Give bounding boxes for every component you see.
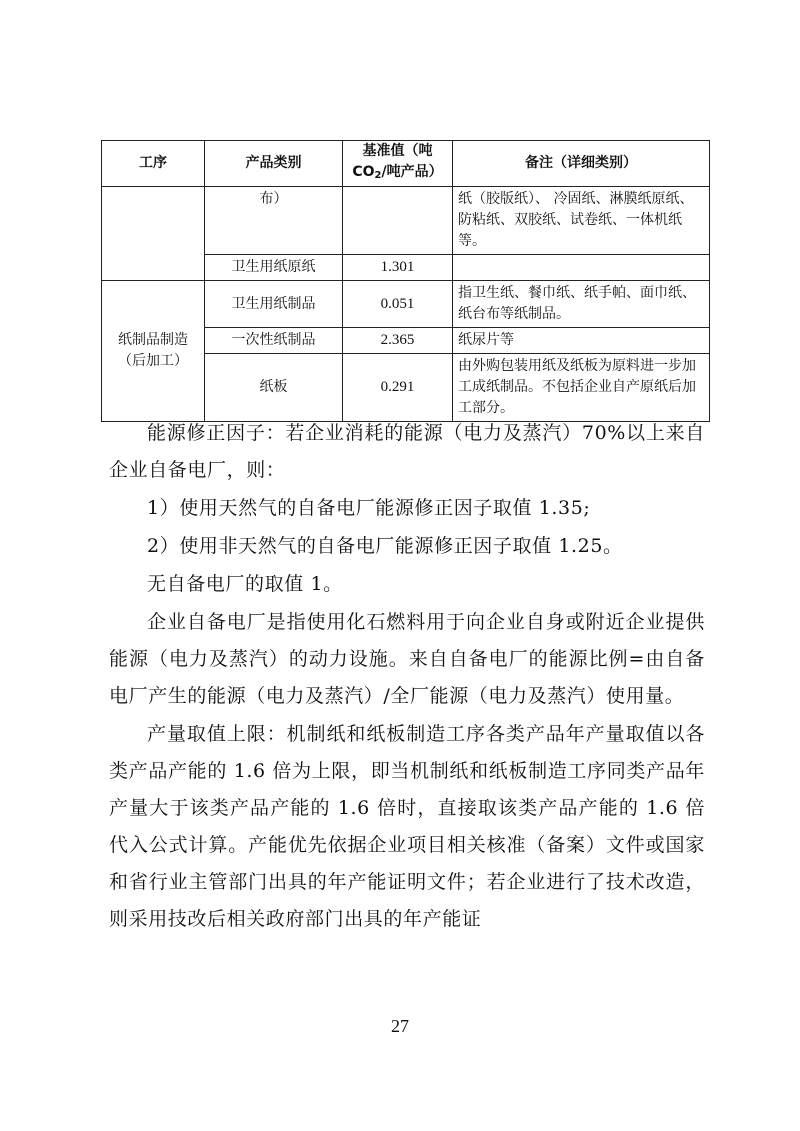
header-baseline-tail: /吨产品）: [381, 164, 443, 180]
header-process: 工序: [102, 141, 205, 187]
paragraph-output-cap: 产量取值上限：机制纸和纸板制造工序各类产品年产量取值以各类产品产能的 1.6 倍为上限，即当机制纸和纸板制造工序同类产品年产量大于该类产品产能的 1.6 倍时，直接取该类产品产能的 1.6 倍代入公式计算。产能优先依据企业项目相关核准（备案）文件或国家和省行业主管部门出具的年产能证明文件；若企业进行了技术改造，则采用技改后相关政府部门出具的年产能证: [109, 723, 705, 930]
note-cell: 指卫生纸、餐巾纸、纸手帕、面巾纸、纸台布等纸制品。: [453, 281, 710, 328]
note-cell: 纸（胶版纸）、 冷固纸、淋膜纸原纸、防粘纸、双胶纸、试卷纸、一体机纸等。: [453, 187, 710, 255]
table-row: [102, 281, 710, 328]
paragraph-no-plant: 无自备电厂的取值 1。: [147, 573, 343, 595]
category-cell: 纸板: [205, 354, 343, 422]
baseline-table: [101, 140, 710, 422]
value-cell: 0.291: [343, 354, 453, 422]
paragraph-captive-plant-definition: 企业自备电厂是指使用化石燃料用于向企业自身或附近企业提供能源（电力及蒸汽）的动力设施。来自自备电厂的能源比例=由自备电厂产生的能源（电力及蒸汽）/全厂能源（电力及蒸汽）使用量。: [109, 611, 705, 707]
header-baseline-co: CO: [352, 164, 375, 180]
group-label-line2: （后加工）: [118, 353, 188, 369]
table-header-row: [102, 141, 710, 187]
paragraph-natural-gas: 1）使用天然气的自备电厂能源修正因子取值 1.35;: [147, 497, 591, 519]
value-cell: 2.365: [343, 328, 453, 354]
baseline-table-container: [101, 140, 709, 422]
value-cell: 0.051: [343, 281, 453, 328]
table-row: [102, 187, 710, 255]
value-cell: 1.301: [343, 255, 453, 281]
process-cell-paper-products: [102, 281, 205, 422]
note-cell: [453, 255, 710, 281]
body-text: [109, 415, 705, 939]
header-baseline-subscript: 2: [374, 170, 382, 181]
category-cell: 卫生用纸原纸: [205, 255, 343, 281]
header-baseline-main: 基准值（吨: [362, 143, 433, 159]
paragraph-energy-factor: 能源修正因子：若企业消耗的能源（电力及蒸汽）70%以上来自企业自备电厂，则：: [109, 422, 705, 481]
group-label-line1: 纸制品制造: [118, 332, 188, 348]
process-cell-continued: [102, 187, 205, 281]
page-number: 27: [391, 1016, 409, 1036]
header-category: 产品类别: [205, 141, 343, 187]
note-cell: 纸尿片等: [453, 328, 710, 354]
value-cell: [343, 187, 453, 255]
category-cell: 布）: [205, 187, 343, 255]
paragraph-non-natural-gas: 2）使用非天然气的自备电厂能源修正因子取值 1.25。: [147, 535, 623, 557]
header-baseline: [343, 141, 453, 187]
note-cell: 由外购包装用纸及纸板为原料进一步加工成纸制品。不包括企业自产原纸后加工部分。: [453, 354, 710, 422]
category-cell: 卫生用纸制品: [205, 281, 343, 328]
category-cell: 一次性纸制品: [205, 328, 343, 354]
header-notes: 备注（详细类别）: [453, 141, 710, 187]
